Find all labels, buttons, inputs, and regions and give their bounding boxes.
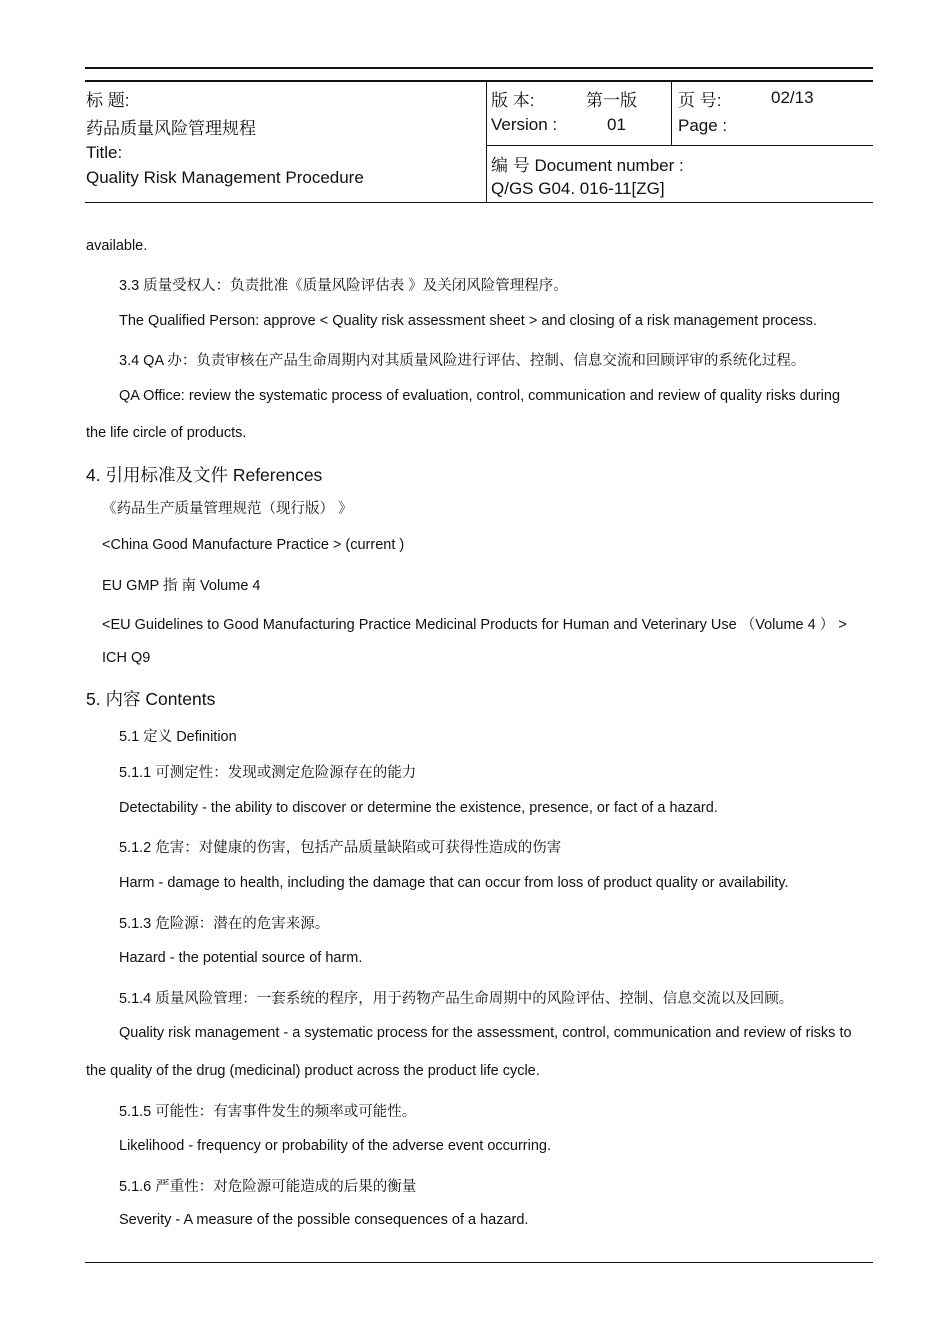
- header-col-divider: [486, 81, 487, 202]
- page-label-cn: 页 号:: [678, 91, 722, 110]
- title-en-label: Title:: [86, 143, 123, 162]
- item-3-4-en-b: the life circle of products.: [86, 425, 247, 441]
- reference-4: <EU Guidelines to Good Manufacturing Practice Medicinal Products for Human and Veterinary Use （Volume 4 ） >: [102, 617, 847, 633]
- version-label-cn: 版 本:: [491, 91, 535, 110]
- header-page-divider: [671, 81, 672, 145]
- item-3-3-cn: 3.3 质量受权人：负责批准《质量风险评估表 》及关闭风险管理程序。: [119, 278, 568, 294]
- header-top-rule: [85, 80, 873, 82]
- footer-rule: [85, 1262, 873, 1263]
- reference-3: EU GMP 指 南 Volume 4: [102, 578, 261, 594]
- item-3-3-en: The Qualified Person: approve < Quality risk assessment sheet > and closing of a risk management process.: [119, 313, 817, 329]
- title-label: 标 题:: [86, 91, 130, 110]
- page-value: 02/13: [771, 88, 814, 107]
- available-line: available.: [86, 238, 148, 254]
- definition-5-1-3-en: Hazard - the potential source of harm.: [119, 950, 363, 966]
- definition-5-1-3-cn: 5.1.3 危险源：潜在的危害来源。: [119, 916, 330, 932]
- docnum-value: Q/GS G04. 016-11[ZG]: [491, 179, 665, 198]
- definition-5-1-5-cn: 5.1.5 可能性：有害事件发生的频率或可能性。: [119, 1104, 417, 1120]
- reference-5: ICH Q9: [102, 650, 151, 666]
- docnum-label: 编 号 Document number :: [491, 156, 684, 175]
- definition-heading: 5.1 定义 Definition: [119, 729, 237, 745]
- version-value: 01: [607, 115, 626, 134]
- reference-2: <China Good Manufacture Practice > (current ): [102, 537, 405, 553]
- definition-5-1-4-en-b: the quality of the drug (medicinal) product across the product life cycle.: [86, 1063, 540, 1079]
- title-cn: 药品质量风险管理规程: [86, 119, 256, 138]
- title-en: Quality Risk Management Procedure: [86, 168, 364, 187]
- header-top-rule-thick: [85, 67, 873, 69]
- item-3-4-cn: 3.4 QA 办：负责审核在产品生命周期内对其质量风险进行评估、控制、信息交流和回顾评审的系统化过程。: [119, 353, 806, 369]
- definition-5-1-5-en: Likelihood - frequency or probability of the adverse event occurring.: [119, 1138, 552, 1154]
- definition-5-1-1-cn: 5.1.1 可测定性：发现或测定危险源存在的能力: [119, 765, 417, 781]
- definition-5-1-6-en: Severity - A measure of the possible consequences of a hazard.: [119, 1212, 529, 1228]
- header-bottom-rule: [85, 202, 873, 203]
- page-label-en: Page :: [678, 116, 728, 135]
- definition-5-1-2-cn: 5.1.2 危害：对健康的伤害，包括产品质量缺陷或可获得性造成的伤害: [119, 840, 562, 856]
- header-mid-rule: [487, 145, 873, 146]
- version-value-cn: 第一版: [586, 91, 637, 110]
- definition-5-1-4-cn: 5.1.4 质量风险管理：一套系统的程序，用于药物产品生命周期中的风险评估、控制、信息交流以及回顾。: [119, 991, 794, 1007]
- reference-1: 《药品生产质量管理规范（现行版） 》: [102, 501, 353, 517]
- version-label-en: Version :: [491, 115, 558, 134]
- section-5-title: 5. 内容 Contents: [86, 689, 216, 709]
- section-4-title: 4. 引用标准及文件 References: [86, 465, 323, 485]
- definition-5-1-4-en-a: Quality risk management - a systematic process for the assessment, control, communication and review of risks to: [119, 1025, 852, 1041]
- item-3-4-en-a: QA Office: review the systematic process of evaluation, control, communication and review of quality risks during: [119, 388, 841, 404]
- definition-5-1-2-en: Harm - damage to health, including the damage that can occur from loss of product quality or availability.: [119, 875, 789, 891]
- definition-5-1-1-en: Detectability - the ability to discover or determine the existence, presence, or fact of a hazard.: [119, 800, 718, 816]
- definition-5-1-6-cn: 5.1.6 严重性：对危险源可能造成的后果的衡量: [119, 1179, 417, 1195]
